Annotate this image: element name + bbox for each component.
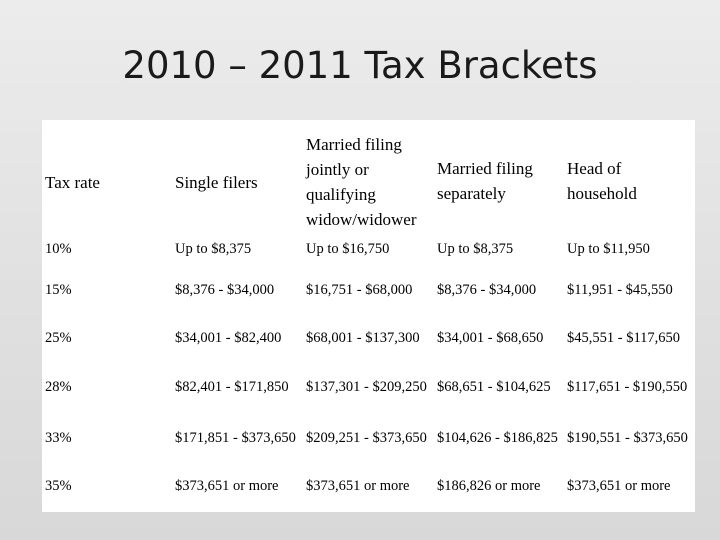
table-cell: Up to $11,950 [567, 241, 650, 257]
table-cell: $45,551 - $117,650 [567, 330, 681, 346]
header-married-jointly-line: jointly or [306, 160, 369, 179]
table-cell: Up to $16,750 [306, 241, 390, 257]
table-cell: 28% [45, 379, 72, 395]
table-cell: $104,626 - $186,825 [437, 430, 558, 446]
header-single-filers: Single filers [175, 173, 258, 192]
tax-bracket-table [42, 120, 695, 512]
table-cell: $190,551 - $373,650 [567, 430, 688, 446]
table-cell: 33% [45, 430, 72, 446]
table-cell: $8,376 - $34,000 [437, 282, 537, 298]
table-cell: 15% [45, 282, 72, 298]
table-cell: $117,651 - $190,550 [567, 379, 688, 395]
table-cell: $82,401 - $171,850 [175, 379, 289, 395]
header-married-jointly-line: Married filing [306, 135, 402, 154]
table-cell: $34,001 - $82,400 [175, 330, 282, 346]
table-cell: $373,651 or more [306, 478, 410, 494]
table-cell: $8,376 - $34,000 [175, 282, 275, 298]
table-cell: Up to $8,375 [437, 241, 514, 257]
header-head-of-household-line: Head of [567, 159, 622, 178]
table-cell: $34,001 - $68,650 [437, 330, 544, 346]
table-cell: $186,826 or more [437, 478, 541, 494]
header-married-jointly [306, 132, 416, 232]
header-head-of-household [567, 156, 637, 206]
table-cell: $209,251 - $373,650 [306, 430, 427, 446]
table-cell: 35% [45, 478, 72, 494]
table-cell: $137,301 - $209,250 [306, 379, 427, 395]
table-cell: $373,651 or more [175, 478, 279, 494]
table-cell: $11,951 - $45,550 [567, 282, 673, 298]
header-married-separately [437, 156, 533, 206]
slide-title: 2010 – 2011 Tax Brackets [122, 44, 598, 87]
header-married-separately-line: separately [437, 184, 506, 203]
table-cell: $16,751 - $68,000 [306, 282, 413, 298]
table-cell: $373,651 or more [567, 478, 671, 494]
table-cell: 10% [45, 241, 72, 257]
header-married-jointly-line: widow/widower [306, 210, 417, 229]
header-married-jointly-line: qualifying [306, 185, 376, 204]
header-tax-rate: Tax rate [45, 173, 100, 192]
table-cell: $68,651 - $104,625 [437, 379, 551, 395]
header-married-separately-line: Married filing [437, 159, 533, 178]
table-cell: $68,001 - $137,300 [306, 330, 420, 346]
header-head-of-household-line: household [567, 184, 637, 203]
table-cell: $171,851 - $373,650 [175, 430, 296, 446]
table-cell: 25% [45, 330, 72, 346]
table-cell: Up to $8,375 [175, 241, 252, 257]
